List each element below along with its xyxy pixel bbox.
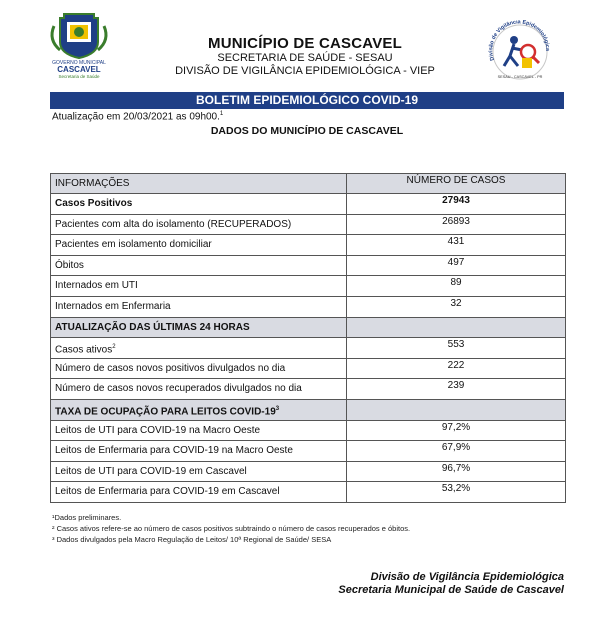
row-label [51,194,347,214]
row-value [347,397,565,417]
row-value: 32 [450,297,462,309]
row-label [51,400,347,420]
row-label-text: Casos ativos [55,344,113,356]
footnote-3: ³ Dados divulgados pela Macro Regulação de Leitos/ 10ª Regional de Saúde/ SESA [52,535,332,544]
division-subtitle: DIVISÃO DE VIGILÂNCIA EPIDEMIOLÓGICA - VIEP [175,65,435,77]
row-label [51,441,347,461]
row-label [51,359,347,379]
row-footnote-mark: 2 [112,344,116,351]
row-label-text: Casos Positivos [55,198,133,209]
row-label-text: Internados em Enfermaria [55,300,171,312]
row-label-text: ATUALIZAÇÃO DAS ÚLTIMAS 24 HORAS [55,321,250,333]
epidemiological-surveillance-logo [484,20,554,82]
row-value: 553 [447,339,465,351]
svg-text:GOVERNO MUNICIPAL: GOVERNO MUNICIPAL [52,60,106,66]
row-value: 27943 [442,195,470,206]
row-value: 431 [447,236,465,248]
table-row [51,482,565,503]
section-subtitle: DADOS DO MUNICÍPIO DE CASCAVEL [210,125,404,137]
row-value: 67,9% [441,442,471,454]
row-value: 222 [447,359,465,371]
row-value: 26893 [442,215,470,227]
row-label [51,338,347,358]
update-text: Atualização em 20/03/2021 as 09h00. [52,111,220,123]
row-value: 53,2% [441,483,471,495]
svg-text:Secretaria de Saúde: Secretaria de Saúde [58,74,100,78]
row-label [51,482,347,502]
row-value: 97,2% [441,421,471,433]
row-label-text: Pacientes com alta do isolamento (RECUPERADOS) [55,218,292,230]
row-value: 497 [447,256,465,268]
row-label [51,276,347,296]
bulletin-banner: BOLETIM EPIDEMIOLÓGICO COVID-19 [50,92,564,109]
row-label [51,379,347,399]
svg-text:CASCAVEL: CASCAVEL [57,65,101,74]
row-label-text: Número de casos novos positivos divulgados no dia [55,362,286,374]
row-label [51,215,347,235]
row-label [51,297,347,317]
row-label-text: Leitos de UTI para COVID-19 em Cascavel [55,465,247,477]
row-label-text: Internados em UTI [55,280,138,292]
footnote-2: ² Casos ativos refere-se ao número de casos positivos subtraindo o número de casos recuperados e óbitos. [52,524,411,533]
row-label [51,256,347,276]
svg-text:Divisão de Vigilância Epidemio: Divisão de Vigilância Epidemiológica [488,20,551,62]
row-label-text: TAXA DE OCUPAÇÃO PARA LEITOS COVID-19 [55,406,276,418]
header-informacoes: INFORMAÇÕES [51,174,347,193]
row-label [51,318,347,338]
row-value: 239 [447,380,465,392]
header-numero-casos: NÚMERO DE CASOS [406,175,506,186]
signature-division: Divisão de Vigilância Epidemiológica [370,571,564,583]
row-value [347,315,565,335]
svg-text:SESAU - CASCAVEL - PR: SESAU - CASCAVEL - PR [497,75,543,79]
row-label-text: Óbitos [55,259,84,271]
row-label-text: Leitos de Enfermaria para COVID-19 em Cascavel [55,486,280,498]
row-label-text: Leitos de UTI para COVID-19 na Macro Oeste [55,424,261,436]
row-label [51,235,347,255]
row-label-text: Leitos de Enfermaria para COVID-19 na Macro Oeste [55,445,293,457]
secretariat-subtitle: SECRETARIA DE SAÚDE - SESAU [217,52,393,64]
cases-table [50,173,566,503]
update-footnote-mark: 1 [219,111,224,117]
footnote-1: ¹Dados preliminares. [52,513,122,522]
municipality-title: MUNICÍPIO DE CASCAVEL [208,35,402,52]
row-label [51,462,347,482]
signature-secretariat: Secretaria Municipal de Saúde de Cascavel [338,584,564,596]
row-value: 96,7% [441,462,471,474]
row-value: 89 [450,277,462,289]
row-label-text: Pacientes em isolamento domiciliar [55,239,212,251]
cascavel-government-logo [40,12,118,78]
row-footnote-mark: 3 [275,405,280,412]
update-timestamp [52,111,223,122]
row-label-text: Número de casos novos recuperados divulgados no dia [55,383,302,395]
row-label [51,421,347,441]
